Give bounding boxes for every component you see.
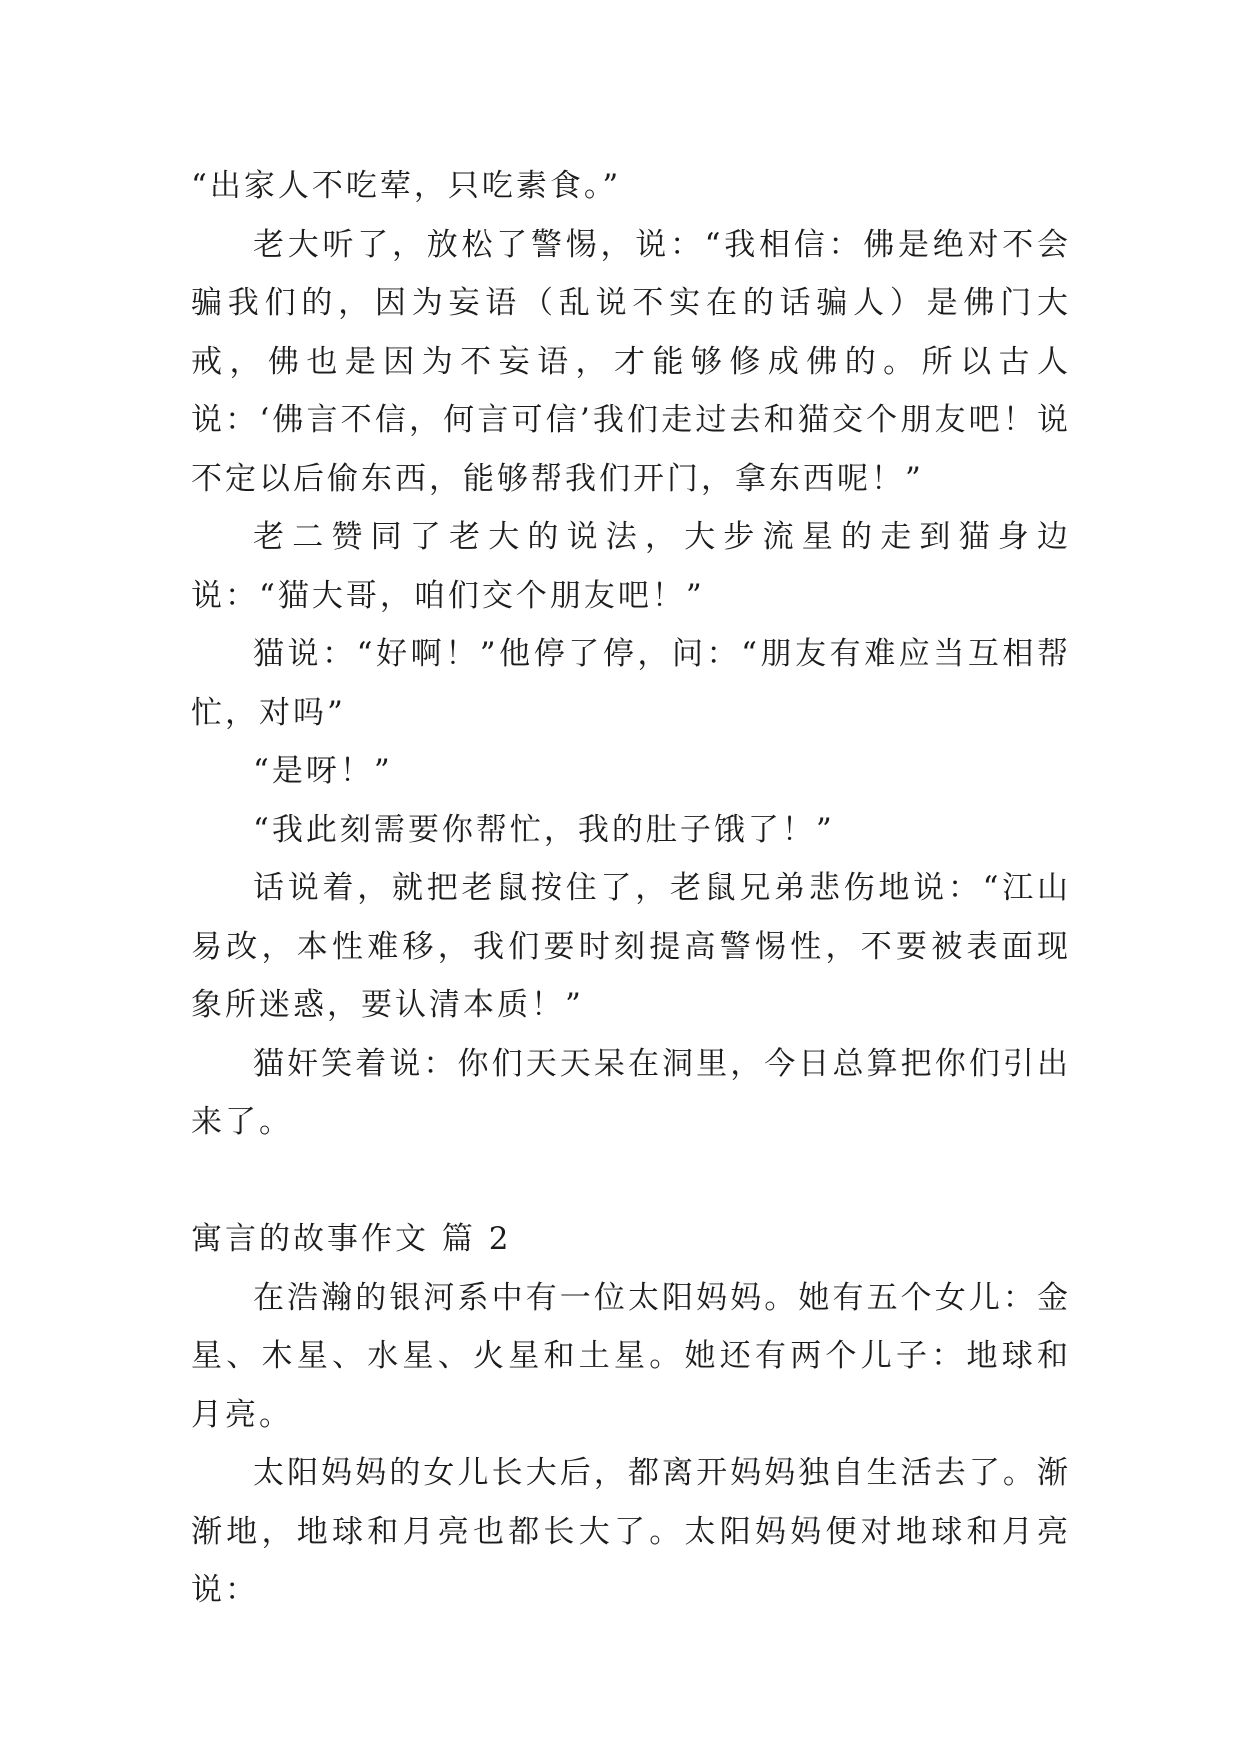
paragraph-2: 老大听了，放松了警惕，说：“我相信：佛是绝对不会骗我们的，因为妄语（乱说不实在的话骗人）是佛门大戒，佛也是因为不妄语，才能够修成佛的。所以古人说：‘佛言不信，何言可信’我们走过去和猫交个朋友吧！说不定以后偷东西，能够帮我们开门，拿东西呢！”: [191, 226, 1071, 497]
paragraph-3: 老二赞同了老大的说法，大步流星的走到猫身边说：“猫大哥，咱们交个朋友吧！”: [191, 519, 1071, 614]
document-body: [191, 157, 1071, 1620]
paragraph-6: “我此刻需要你帮忙，我的肚子饿了！”: [253, 811, 835, 848]
paragraph-10: 太阳妈妈的女儿长大后，都离开妈妈独自生活去了。渐渐地，地球和月亮也都长大了。太阳妈妈便对地球和月亮说：: [191, 1455, 1071, 1608]
paragraph-4: 猫说：“好啊！”他停了停，问：“朋友有难应当互相帮忙，对吗”: [191, 636, 1071, 731]
paragraph-1: “出家人不吃荤，只吃素食。”: [191, 168, 622, 204]
paragraph-9: 在浩瀚的银河系中有一位太阳妈妈。她有五个女儿：金星、木星、水星、火星和土星。她还有两个儿子：地球和月亮。: [191, 1279, 1071, 1433]
section-spacer: [191, 1152, 1071, 1211]
section-heading: 寓言的故事作文 篇 2: [191, 1221, 512, 1257]
paragraph-8: 猫奸笑着说：你们天天呆在洞里，今日总算把你们引出来了。: [191, 1045, 1071, 1140]
paragraph-5: “是呀！”: [253, 753, 393, 789]
paragraph-7: 话说着，就把老鼠按住了，老鼠兄弟悲伤地说：“江山易改，本性难移，我们要时刻提高警惕性，不要被表面现象所迷惑，要认清本质！”: [191, 870, 1071, 1023]
